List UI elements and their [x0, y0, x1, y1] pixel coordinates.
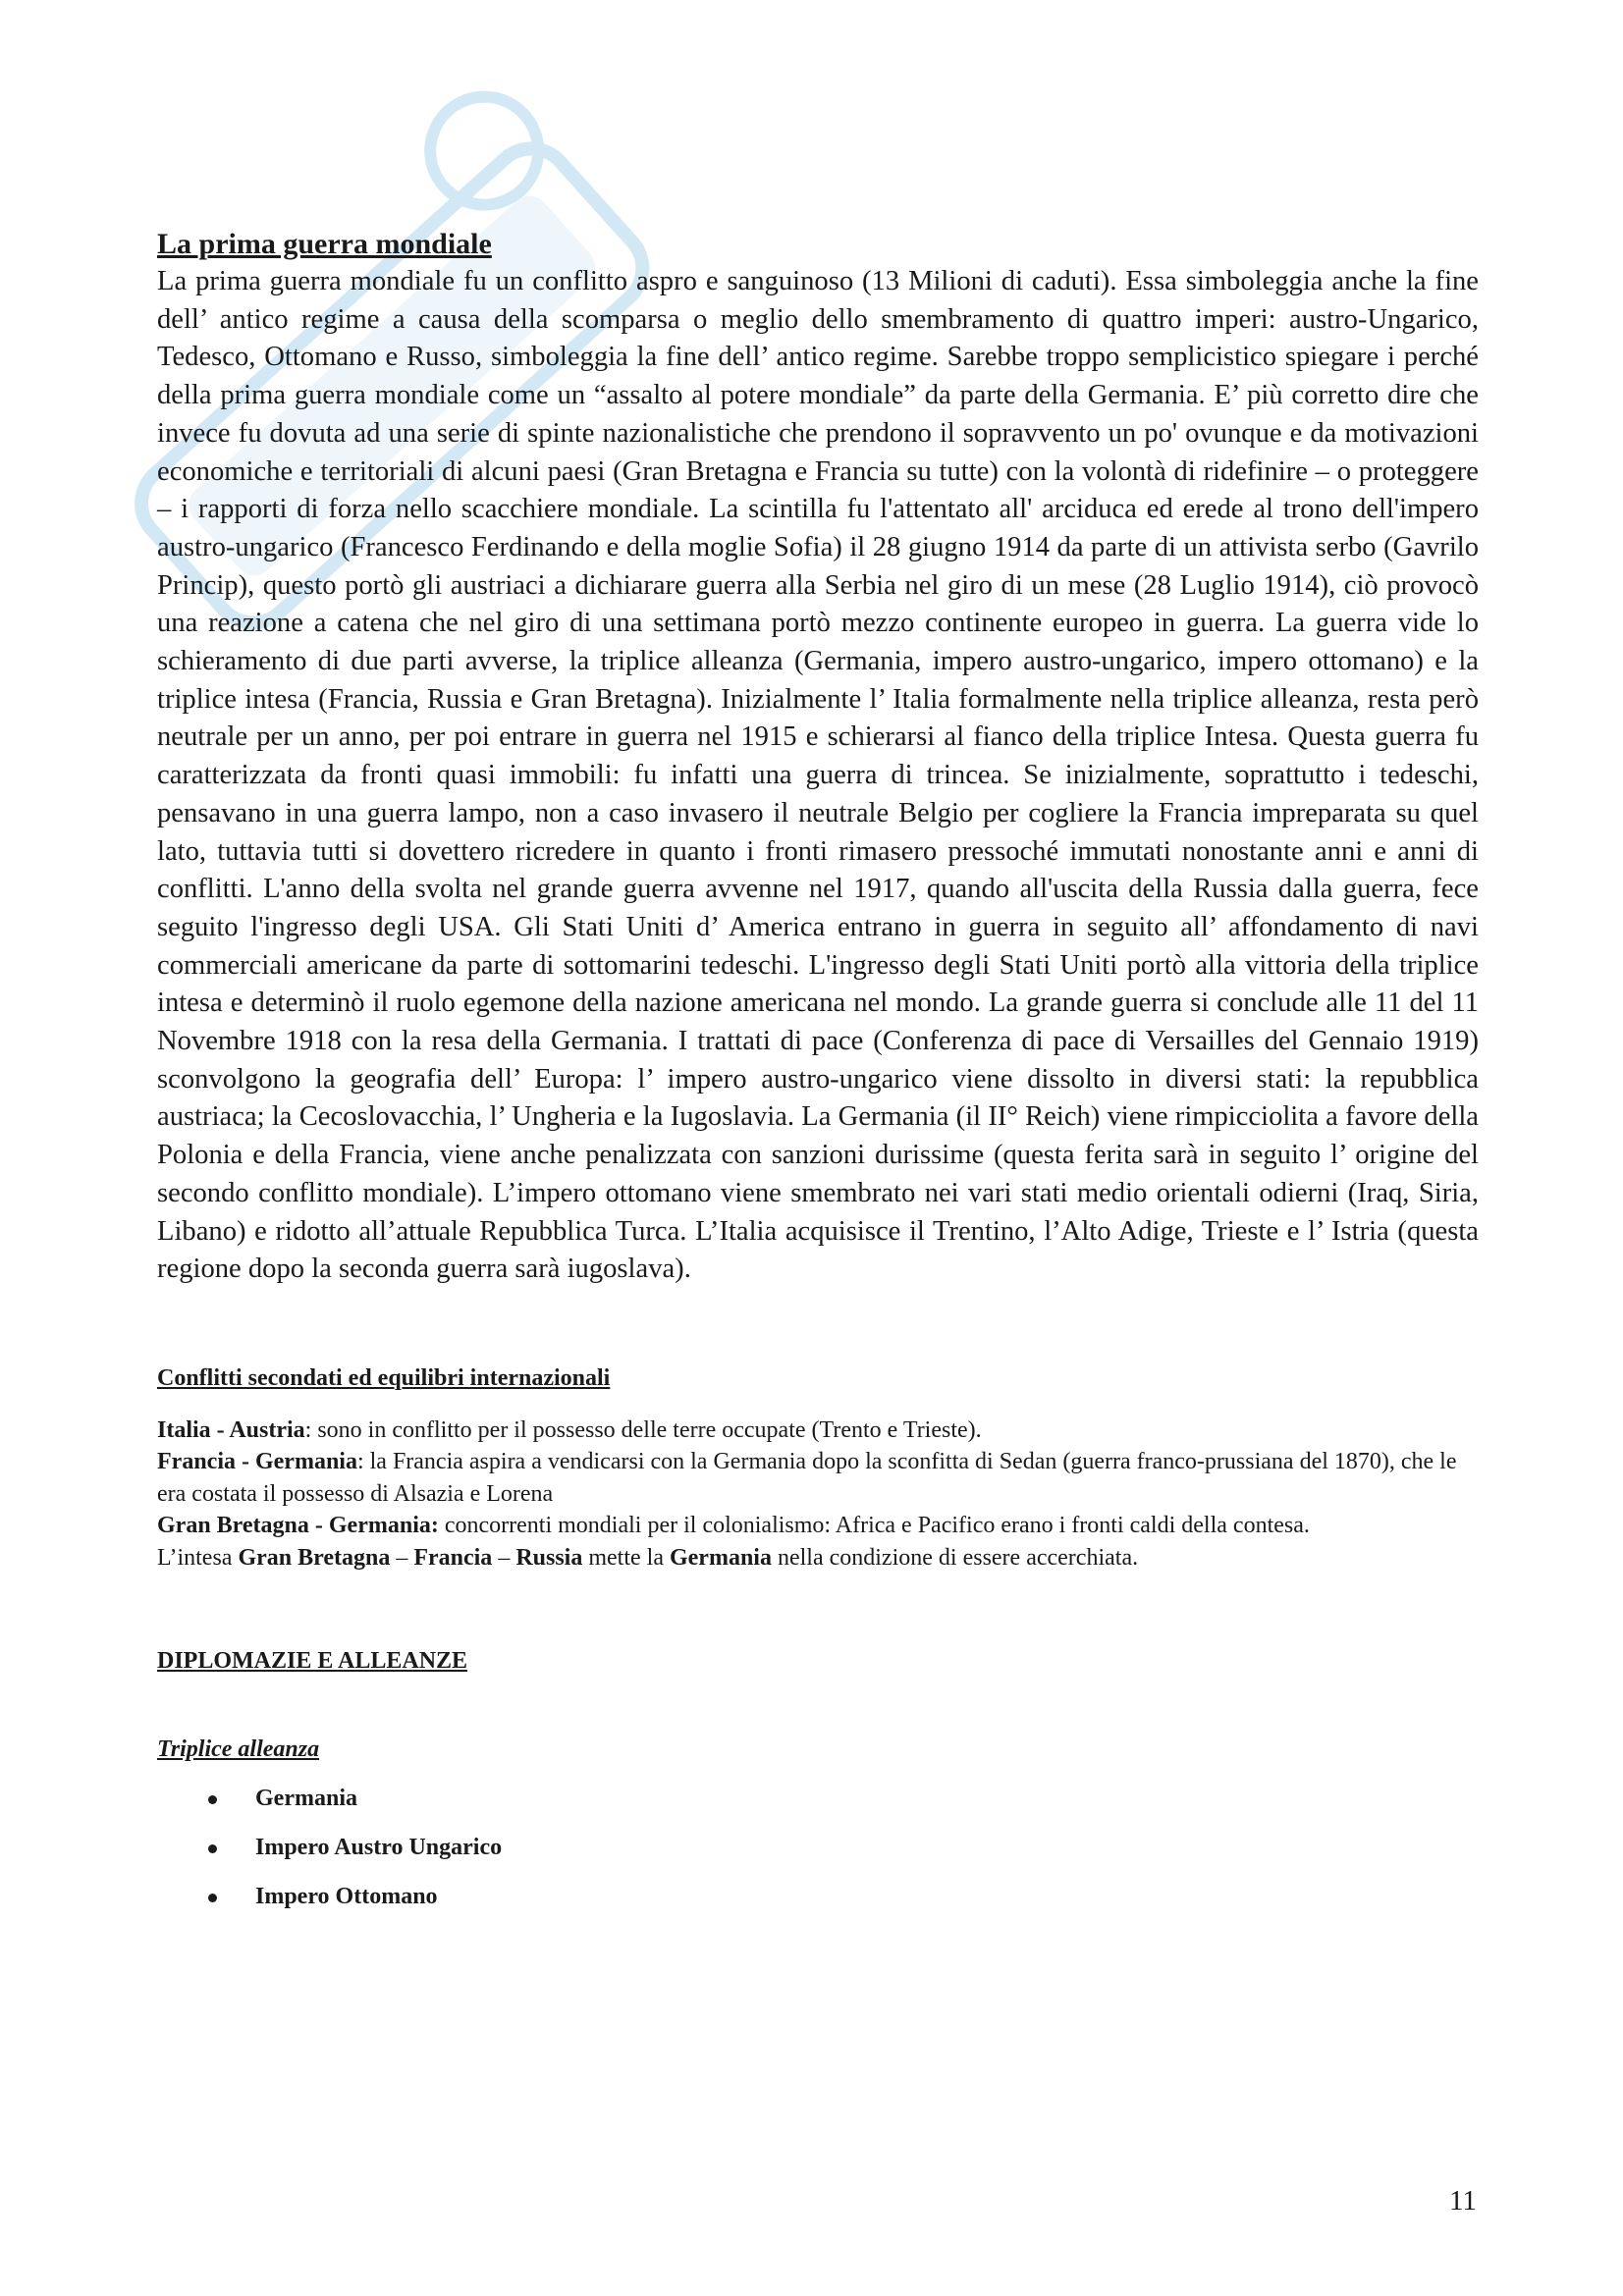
conflict-label: Francia - Germania — [157, 1449, 357, 1475]
page-number: 11 — [1449, 2185, 1477, 2216]
page-title: La prima guerra mondiale — [157, 228, 492, 260]
list-item — [157, 1882, 1479, 1911]
member-label: Impero Ottomano — [255, 1884, 438, 1910]
member-label: Impero Austro Ungarico — [255, 1835, 503, 1861]
conflict-item — [157, 1446, 1479, 1510]
alliance-members-list — [157, 1784, 1479, 1911]
conflict-item — [157, 1415, 1479, 1447]
sentence-part: – — [390, 1544, 414, 1571]
member-label: Germania — [255, 1786, 357, 1812]
bullet-icon — [208, 1795, 217, 1804]
bullet-icon — [208, 1894, 217, 1902]
sentence-part: mette la — [582, 1544, 670, 1571]
document-page — [157, 226, 1479, 1931]
sentence-part: – — [492, 1544, 516, 1571]
conflict-text: : sono in conflitto per il possesso delle terre occupate (Trento e Trieste). — [304, 1416, 982, 1443]
conflict-item — [157, 1510, 1479, 1542]
entente-sentence — [157, 1542, 1479, 1575]
sentence-bold: Germania — [669, 1544, 772, 1571]
sentence-part: L’intesa — [157, 1544, 239, 1571]
bullet-icon — [208, 1844, 217, 1853]
sentence-bold: Russia — [515, 1544, 583, 1571]
intro-paragraph: La prima guerra mondiale fu un conflitto aspro e sanguinoso (13 Milioni di caduti). Essa simboleggia anche la fine dell’ antico regime a causa della scomparsa o meglio dello smembramento di quattro imperi: austro-Ungarico, Tedesco, Ottomano e Russo, simboleggia la fine dell’ antico regime. Sarebbe troppo semplicistico spiegare i perché della prima guerra mondiale come un “assalto al potere mondiale” da parte della Germania. E’ più corretto dire che invece fu dovuta ad una serie di spinte nazionalistiche che prendono il sopravvento un po' ovunque e da motivazioni economiche e territoriali di alcuni paesi (Gran Bretagna e Francia su tutte) con la volontà di ridefinire – o proteggere – i rapporti di forza nello scacchiere mondiale. La scintilla fu l'attentato all' arciduca ed erede al trono dell'impero austro-ungarico (Francesco Ferdinando e della moglie Sofia) il 28 giugno 1914 da parte di un attivista serbo (Gavrilo Princip), questo portò gli austriaci a dichiarare guerra alla Serbia nel giro di un mese (28 Luglio 1914), ciò provocò una reazione a catena che nel giro di una settimana portò mezzo continente europeo in guerra. La guerra vide lo schieramento di due parti avverse, la triplice alleanza (Germania, impero austro-ungarico, impero ottomano) e la triplice intesa (Francia, Russia e Gran Bretagna). Inizialmente l’ Italia formalmente nella triplice alleanza, resta però neutrale per un anno, per poi entrare in guerra nel 1915 e schierarsi al fianco della triplice Intesa. Questa guerra fu caratterizzata da fronti quasi immobili: fu infatti una guerra di trincea. Se inizialmente, soprattutto i tedeschi, pensavano in una guerra lampo, non a caso invasero il neutrale Belgio per cogliere la Francia impreparata su quel lato, tuttavia tutti si dovettero ricredere in quanto i fronti rimasero pressoché immutati nonostante anni e anni di conflitti. L'anno della svolta nel grande guerra avvenne nel 1917, quando all'uscita della Russia dalla guerra, fece seguito l'ingresso degli USA. Gli Stati Uniti d’ America entrano in guerra in seguito all’ affondamento di navi commerciali americane da parte di sottomarini tedeschi. L'ingresso degli Stati Uniti portò alla vittoria della triplice intesa e determinò il ruolo egemone della nazione americana nel mondo. La grande guerra si conclude alle 11 del 11 Novembre 1918 con la resa della Germania. I trattati di pace (Conferenza di pace di Versailles del Gennaio 1919) sconvolgono la geografia dell’ Europa: l’ impero austro-ungarico viene dissolto in diversi stati: la repubblica austriaca; la Cecoslovacchia, l’ Ungheria e la Iugoslavia. La Germania (il II° Reich) viene rimpicciolita a favore della Polonia e della Francia, viene anche penalizzata con sanzioni durissime (questa ferita sarà in seguito l’ origine del secondo conflitto mondiale). L’impero ottomano viene smembrato nei vari stati medio orientali odierni (Iraq, Siria, Libano) e ridotto all’attuale Repubblica Turca. L’Italia acquisisce il Trentino, l’Alto Adige, Trieste e l’ Istria (questa regione dopo la seconda guerra sarà iugoslava). — [157, 266, 1479, 1285]
conflicts-list — [157, 1415, 1479, 1575]
conflict-label: Italia - Austria — [157, 1416, 305, 1443]
conflict-text: : la Francia aspira a vendicarsi con la Germania dopo la sconfitta di Sedan (guerra franco-prussiana del 1870), che le era costata il possesso di Alsazia e Lorena — [157, 1449, 1457, 1507]
sentence-part: nella condizione di essere accerchiata. — [771, 1544, 1139, 1571]
sentence-bold: Francia — [413, 1544, 493, 1571]
sentence-bold: Gran Bretagna — [238, 1544, 391, 1571]
triple-alliance-heading: Triplice alleanza — [157, 1736, 320, 1763]
conflict-label: Gran Bretagna - Germania: — [157, 1513, 439, 1539]
conflicts-heading: Conflitti secondati ed equilibri internazionali — [157, 1364, 611, 1391]
diplomacy-heading: DIPLOMAZIE E ALLEANZE — [157, 1648, 468, 1675]
list-item — [157, 1833, 1479, 1862]
conflict-text: concorrenti mondiali per il colonialismo: Africa e Pacifico erano i fronti caldi della contesa. — [438, 1513, 1310, 1539]
list-item — [157, 1784, 1479, 1813]
